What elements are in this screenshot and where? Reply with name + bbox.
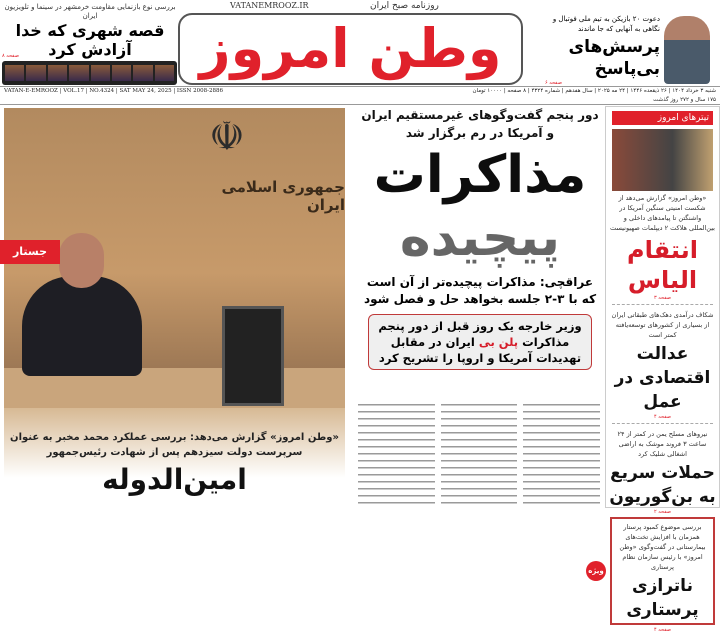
item-kicker: «وطن امروز» گزارش می‌دهد از شکست امنیتی سنگین آمریکا در واشنگتن تا پیامدهای داخلی و بین‌المللی هلاکت ۲ دیپلمات صهیونیست — [610, 194, 715, 232]
top-right-teaser[interactable] — [545, 14, 660, 86]
item-kicker: شکاف درآمدی دهک‌های طبقاتی ایران از بسیاری از کشورهای توسعه‌یافته کمتر است — [611, 311, 714, 339]
main-headline-2: پیچیده — [399, 208, 561, 268]
player-photo — [664, 16, 710, 84]
issue-info-en: VATAN-E-EMROOZ | VOL.17 | NO.4324 | SAT MAY 24, 2025 | ISSN 2008-2886 — [4, 88, 223, 94]
box-highlight: پلن بی — [478, 335, 519, 349]
item-headline: ناترازی پرستاری — [626, 576, 699, 620]
site-url: VATANEMROOZ.IR — [230, 1, 309, 10]
item-headline: انتقام الیاس — [627, 236, 698, 294]
logo-text: وطن امروز — [199, 17, 502, 80]
item-headline: عدالت اقتصادی در عمل — [614, 344, 711, 412]
main-subhead: عراقچی: مذاکرات پیچیده‌تر از آن است که با ۳-۲ جلسه بخواهد حل و فصل شود — [363, 275, 597, 306]
main-story[interactable] — [360, 106, 600, 370]
special-badge: ویژه — [586, 561, 606, 581]
headline-item[interactable] — [606, 427, 719, 515]
emblem-icon: ☫ — [209, 114, 245, 160]
item-kicker: بررسی موضوع کمبود پرستار همزمان با افزایش تخت‌های بیمارستانی در گفت‌وگوی «وطن امروز» با رئیس سازمان نظام پرستاری — [619, 523, 706, 571]
box-text: وزیر خارجه یک روز قبل از دور پنجم مذاکرات — [378, 319, 582, 349]
issue-info-fa: شنبه ۳ خرداد ۱۴۰۴ | ۲۶ ذیقعده ۱۴۴۶ | ۲۴ مه ۲۰۲۵ | سال هفدهم | شماره ۴۳۲۴ | ۸ صفحه | ۱۰۰۰۰ تومان — [472, 88, 716, 94]
tagline: روزنامه صبح ایران — [370, 1, 439, 11]
headline-item[interactable] — [606, 191, 719, 301]
page-ref: صفحه ۳ — [654, 295, 671, 301]
film-strip-image — [2, 61, 177, 85]
body-columns — [358, 400, 600, 508]
headline-item[interactable] — [588, 517, 715, 625]
headline-item[interactable] — [606, 308, 719, 420]
page-ref: صفحه ۶ — [545, 80, 562, 86]
page-ref: صفحه ۴ — [654, 414, 671, 420]
main-kicker: دور پنجم گفت‌وگوهای غیرمستقیم ایران و آمریکا در رم برگزار شد — [361, 108, 599, 140]
masthead-logo — [178, 13, 523, 85]
teaser-kicker: دعوت ۲۰ بازیکن به تیم ملی فوتبال و نگاهی به آنهایی که جا ماندند — [552, 15, 660, 33]
teaser-headline: قصه شهری که خدا آزادش کرد — [15, 21, 165, 59]
item-headline: حملات سریع به بن‌گوریون — [609, 463, 716, 507]
lead-kicker: «وطن امروز» گزارش می‌دهد: بررسی عملکرد محمد مخبر به عنوان سرپرست دولت سیزدهم پس از شهادت رئیس‌جمهور — [10, 432, 339, 458]
item-kicker: نیروهای مسلح یمن در کمتر از ۲۴ ساعت ۳ فروند موشک به اراضی اشغالی شلیک کرد — [617, 430, 708, 458]
wall-text: جمهوری اسلامی ایران — [221, 178, 345, 214]
issue-days: ۱۷۵ سال و ۲۷۲ روز گذشت — [653, 97, 716, 103]
headlines-column — [588, 106, 720, 633]
main-headline-1: مذاکرات — [373, 145, 587, 205]
page-ref: صفحه ۲ — [654, 509, 671, 515]
story-photo — [612, 129, 713, 191]
page-ref: صفحه ۸ — [2, 53, 19, 59]
box-text: ایران در مقابل تهدیدات آمریکا و اروپا را تشریح کرد — [378, 335, 582, 365]
issue-strip — [0, 86, 720, 105]
portrait-frame — [222, 306, 284, 406]
highlight-box — [368, 314, 592, 370]
lead-story[interactable] — [4, 408, 345, 508]
teaser-headline: پرسش‌های بی‌پاسخ — [568, 37, 660, 79]
section-tag: جستار — [0, 240, 60, 264]
section-title: تیترهای امروز — [612, 111, 713, 125]
page-ref: صفحه ۴ — [654, 627, 671, 633]
lead-headline: امین‌الدوله — [102, 463, 247, 496]
top-left-teaser[interactable] — [4, 3, 176, 59]
teaser-kicker: بررسی نوع بازنمایی مقاومت خرمشهر در سینما و تلویزیون ایران — [4, 3, 176, 20]
